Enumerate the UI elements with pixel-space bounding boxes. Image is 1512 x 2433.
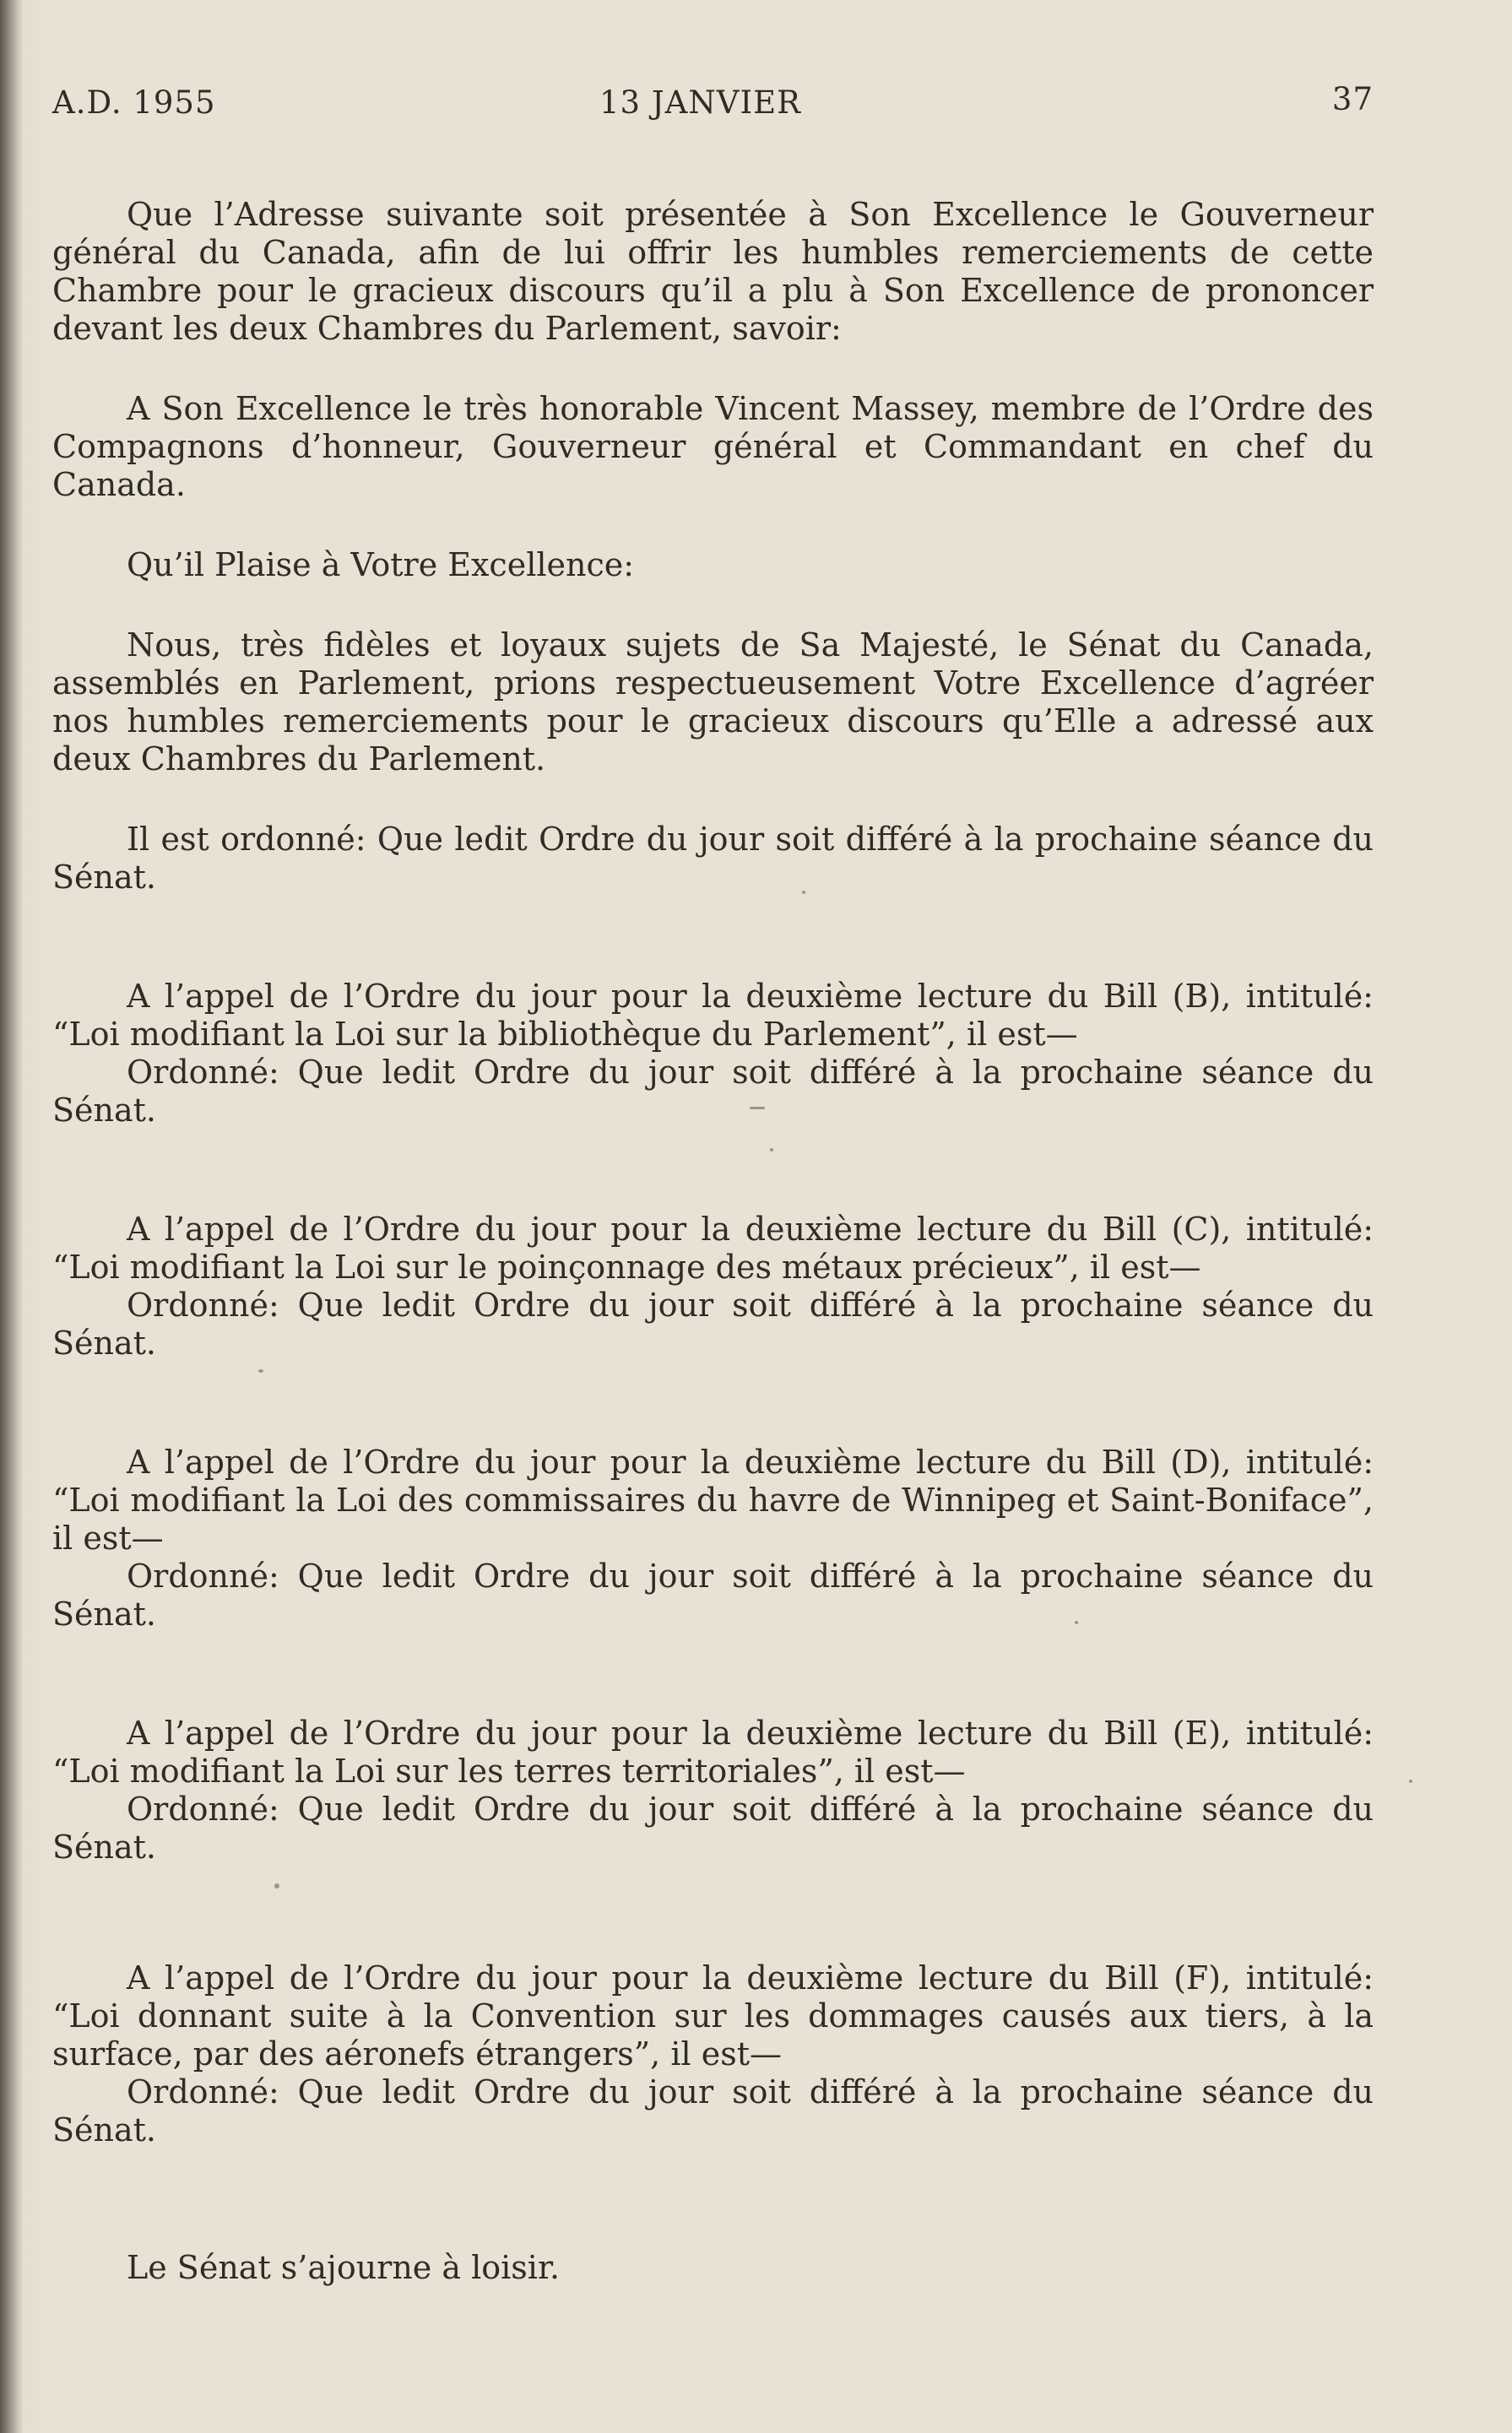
bill-call: A l’appel de l’Ordre du jour pour la deuxième lecture du Bill (D), intitulé: “Loi modifiant la Loi des commissaires du havre de Winnipeg et Saint-Boniface”, il est— bbox=[52, 1444, 1374, 1557]
bill-entry-c bbox=[52, 1211, 1374, 1363]
paragraph-salutation: Qu’il Plaise à Votre Excellence: bbox=[127, 546, 635, 583]
paragraph-adresse: Que l’Adresse suivante soit présentée à Son Excellence le Gouverneur général du Canada, afin de lui offrir les humbles remerciements de cette Chambre pour le gracieux discours qu’il a plu à Son Excellence de prononcer devant les deux Chambres du Parlement, savoir: bbox=[52, 196, 1374, 347]
bill-order: Ordonné: Que ledit Ordre du jour soit différé à la prochaine séance du Sénat. bbox=[52, 1054, 1374, 1129]
bill-order: Ordonné: Que ledit Ordre du jour soit différé à la prochaine séance du Sénat. bbox=[52, 2073, 1374, 2149]
bill-call: A l’appel de l’Ordre du jour pour la deuxième lecture du Bill (F), intitulé: “Loi donnant suite à la Convention sur les dommages causés aux tiers, à la surface, par des aéronefs étrangers”, il est— bbox=[52, 1959, 1374, 2073]
bill-call: A l’appel de l’Ordre du jour pour la deuxième lecture du Bill (E), intitulé: “Loi modifiant la Loi sur les terres territoriales”, il est— bbox=[52, 1715, 1374, 1790]
page-number: 37 bbox=[1331, 81, 1374, 117]
bill-order: Ordonné: Que ledit Ordre du jour soit différé à la prochaine séance du Sénat. bbox=[52, 1287, 1374, 1362]
paragraph-ordre-differe: Il est ordonné: Que ledit Ordre du jour soit différé à la prochaine séance du Sénat. bbox=[52, 821, 1374, 896]
bill-entry-d bbox=[52, 1444, 1374, 1634]
paragraph-remerciements: Nous, très fidèles et loyaux sujets de Sa Majesté, le Sénat du Canada, assemblés en Parlement, prions respectueusement Votre Excellence d’agréer nos humbles remerciements pour le gracieux discours qu’Elle a adressé aux deux Chambres du Parlement. bbox=[52, 626, 1374, 778]
bill-call: A l’appel de l’Ordre du jour pour la deuxième lecture du Bill (B), intitulé: “Loi modifiant la Loi sur la bibliothèque du Parlement”, il est— bbox=[52, 978, 1374, 1053]
bill-entry-f bbox=[52, 1959, 1374, 2149]
paper-speck bbox=[274, 1883, 279, 1888]
paper-speck bbox=[258, 1369, 263, 1373]
page-body bbox=[52, 196, 1374, 2287]
bill-order: Ordonné: Que ledit Ordre du jour soit différé à la prochaine séance du Sénat. bbox=[52, 1558, 1374, 1633]
book-binding-edge bbox=[0, 0, 22, 2433]
paper-speck bbox=[770, 1148, 773, 1151]
bill-call: A l’appel de l’Ordre du jour pour la deuxième lecture du Bill (C), intitulé: “Loi modifiant la Loi sur le poinçonnage des métaux précieux”, il est— bbox=[52, 1211, 1374, 1286]
bill-entry-e bbox=[52, 1715, 1374, 1867]
page-header bbox=[52, 81, 1374, 127]
paper-speck bbox=[1075, 1621, 1078, 1624]
paper-speck bbox=[1409, 1780, 1412, 1783]
paper-speck bbox=[750, 1107, 765, 1109]
bill-entry-b bbox=[52, 978, 1374, 1130]
closing-line: Le Sénat s’ajourne à loisir. bbox=[127, 2249, 561, 2286]
bill-order: Ordonné: Que ledit Ordre du jour soit différé à la prochaine séance du Sénat. bbox=[52, 1791, 1374, 1866]
paper-speck bbox=[802, 891, 805, 894]
header-year: A.D. 1955 bbox=[52, 84, 216, 121]
header-date: 13 JANVIER bbox=[599, 84, 801, 121]
paragraph-destinataire: A Son Excellence le très honorable Vincent Massey, membre de l’Ordre des Compagnons d’honneur, Gouverneur général et Commandant en chef du Canada. bbox=[52, 390, 1374, 503]
